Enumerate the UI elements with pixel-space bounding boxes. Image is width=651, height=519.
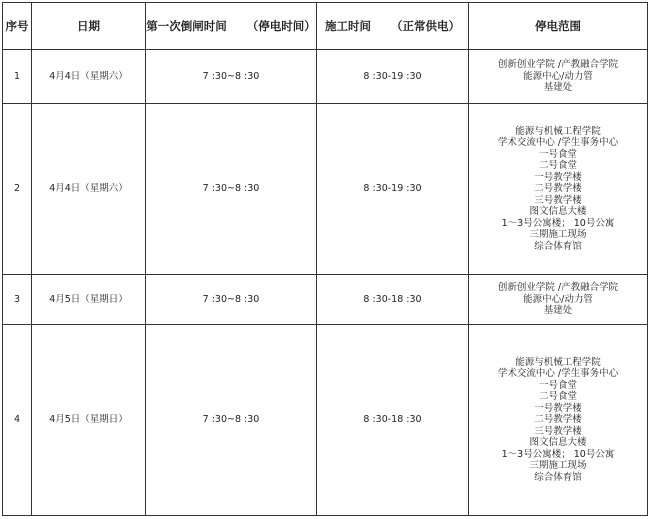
cell-date: 4月4日（星期六） [32, 50, 146, 104]
cell-work-time: 8 :30-18 :30 [317, 325, 469, 516]
scope-item: 基建处 [543, 82, 573, 94]
table-row [3, 104, 648, 275]
header-seq: 序号 [3, 3, 32, 50]
scope-item: 一号食堂 [538, 379, 577, 391]
cell-seq: 3 [3, 275, 32, 325]
scope-item: 图文信息大楼 [529, 437, 587, 449]
cell-work-time: 8 :30-19 :30 [317, 104, 469, 275]
scope-item: 二号教学楼 [534, 414, 582, 426]
header-date: 日期 [32, 3, 146, 50]
scope-item: 三期施工现场 [529, 460, 587, 472]
scope-item: 能源与机械工程学院 [515, 356, 601, 368]
table-row [3, 50, 648, 104]
cell-outage-time: 7 :30~8 :30 [146, 275, 317, 325]
cell-seq: 1 [3, 50, 32, 104]
scope-item: 二号教学楼 [534, 183, 582, 195]
scope-item: 创新创业学院 /产教融合学院 [497, 59, 619, 71]
scope-item: 创新创业学院 /产教融合学院 [497, 282, 619, 294]
scope-item: 一号食堂 [538, 148, 577, 160]
scope-item: 综合体育馆 [534, 240, 582, 252]
scope-item: 能源与机械工程学院 [515, 125, 601, 137]
cell-scope [469, 50, 648, 104]
cell-seq: 2 [3, 104, 32, 275]
scope-item: 三期施工现场 [529, 229, 587, 241]
scope-item: 学术交流中心 /学生事务中心 [497, 368, 619, 380]
cell-scope [469, 275, 648, 325]
header-work-time [317, 3, 469, 50]
scope-item: 能源中心/动力管 [523, 293, 593, 305]
scope-item: 一号教学楼 [534, 171, 582, 183]
header-outage-time-main: 第一次倒闸时间 [146, 19, 227, 33]
cell-work-time: 8 :30-19 :30 [317, 50, 469, 104]
cell-date: 4月5日（星期日） [32, 275, 146, 325]
header-scope: 停电范围 [469, 3, 648, 50]
scope-item: 1～3号公寓楼； 10号公寓 [501, 217, 615, 229]
scope-item: 三号教学楼 [534, 425, 582, 437]
scope-item: 综合体育馆 [534, 471, 582, 483]
scope-item: 基建处 [543, 305, 573, 317]
header-work-time-sub: （正常供电） [391, 19, 460, 33]
scope-item: 二号食堂 [538, 391, 577, 403]
cell-scope [469, 104, 648, 275]
cell-outage-time: 7 :30~8 :30 [146, 50, 317, 104]
scope-item: 二号食堂 [538, 160, 577, 172]
scope-item: 一号教学楼 [534, 402, 582, 414]
cell-date: 4月5日（星期日） [32, 325, 146, 516]
header-outage-time [146, 3, 317, 50]
table-row [3, 275, 648, 325]
cell-date: 4月4日（星期六） [32, 104, 146, 275]
scope-item: 三号教学楼 [534, 194, 582, 206]
header-row [3, 3, 648, 50]
table-row [3, 325, 648, 516]
scope-item: 学术交流中心 /学生事务中心 [497, 137, 619, 149]
scope-item: 能源中心/动力管 [523, 70, 593, 82]
cell-work-time: 8 :30-18 :30 [317, 275, 469, 325]
cell-outage-time: 7 :30~8 :30 [146, 325, 317, 516]
header-outage-time-sub: （停电时间） [246, 19, 316, 33]
outage-schedule-table [2, 2, 648, 516]
scope-item: 1～3号公寓楼； 10号公寓 [501, 448, 615, 460]
cell-seq: 4 [3, 325, 32, 516]
header-work-time-main: 施工时间 [325, 19, 371, 33]
scope-item: 图文信息大楼 [529, 206, 587, 218]
cell-scope [469, 325, 648, 516]
cell-outage-time: 7 :30~8 :30 [146, 104, 317, 275]
